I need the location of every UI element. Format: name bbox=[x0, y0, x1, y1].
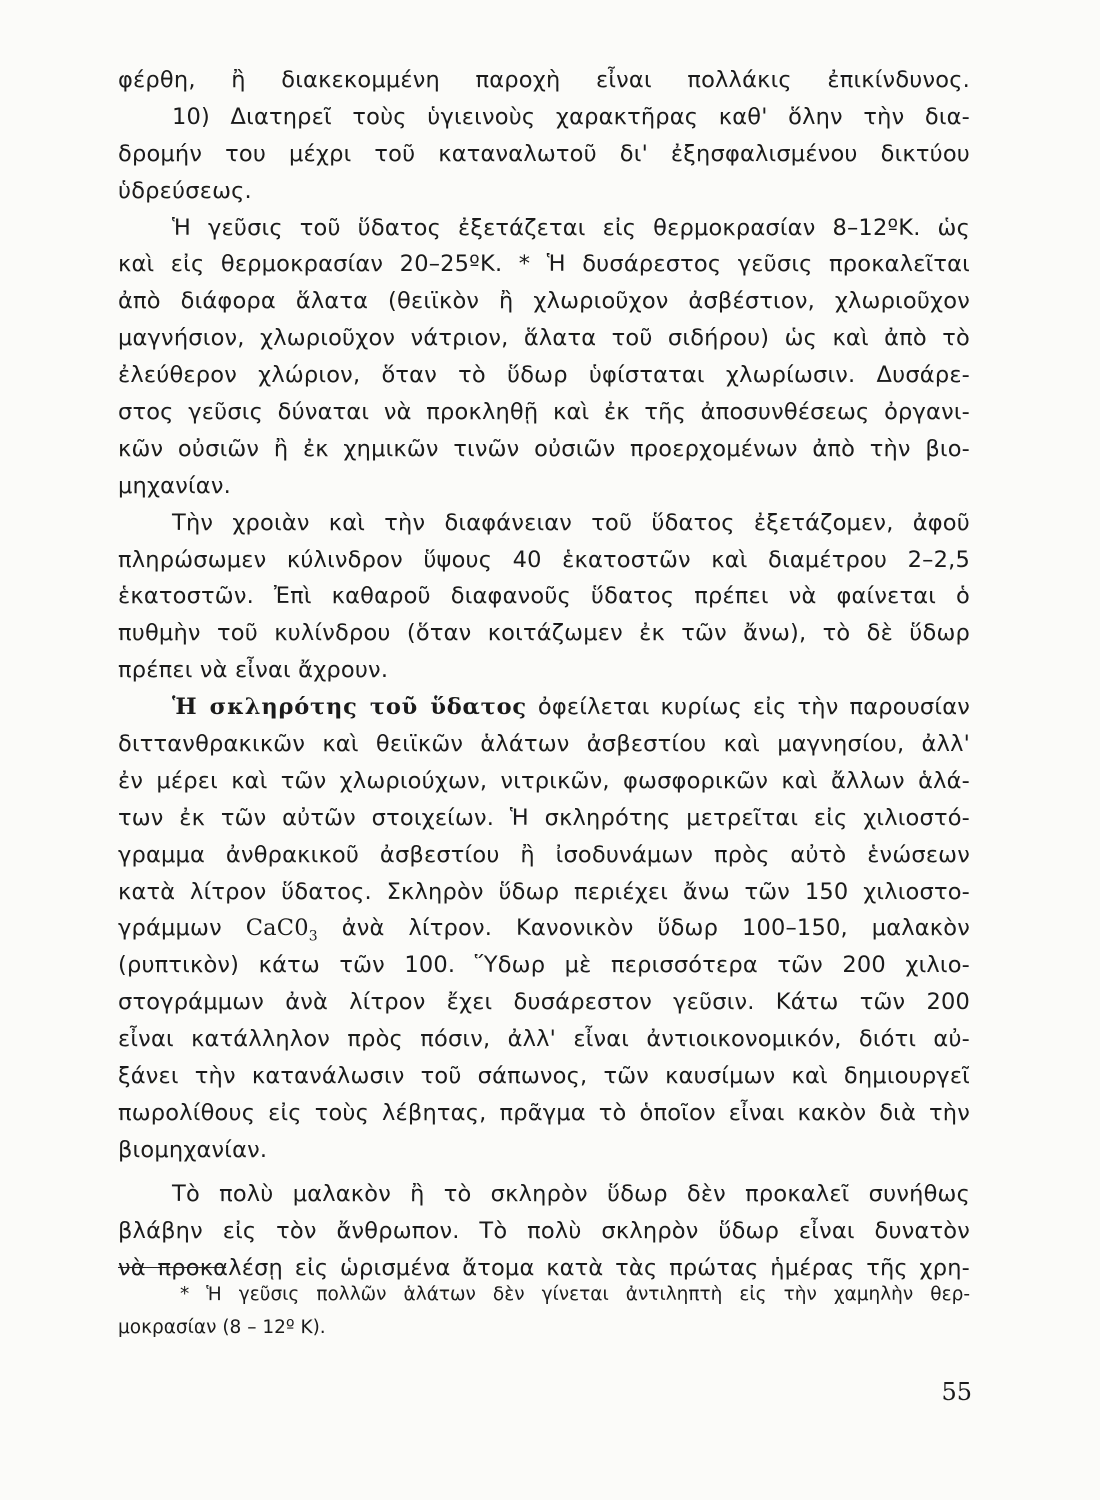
text-line: πρέπει νὰ εἶναι ἄχρουν. bbox=[118, 657, 389, 684]
text-line: μηχανίαν. bbox=[118, 472, 231, 499]
hardness-heading: Ἡ σκληρότης τοῦ ὕδατος bbox=[172, 694, 527, 721]
text-line: μαγνήσιον, χλωριοῦχον νάτριον, ἅλατα τοῦ σιδήρου) ὡς καὶ ἀπὸ τὸ bbox=[118, 325, 970, 352]
footnote-line: * Ἡ γεῦσις πολλῶν ἁλάτων δὲν γίνεται ἀντιληπτὴ εἰς τὴν χαμηλὴν θερ- bbox=[180, 1284, 970, 1305]
text-line: εἶναι κατάλληλον πρὸς πόσιν, ἀλλ' εἶναι ἀντιοικονομικόν, διότι αὐ- bbox=[118, 1026, 970, 1053]
text-line: γραμμα ἀνθρακικοῦ ἀσβεστίου ἢ ἰσοδυνάμων πρὸς αὐτὸ ἑνώσεων bbox=[118, 841, 970, 868]
text-segment: γράμμων bbox=[118, 915, 222, 942]
footnote-divider bbox=[118, 1267, 226, 1268]
text-line: πυθμὴν τοῦ κυλίνδρου (ὅταν κοιτάζωμεν ἐκ τῶν ἄνω), τὸ δὲ ὕδωρ bbox=[118, 620, 970, 647]
footnote-line: μοκρασίαν (8 – 12º Κ). bbox=[118, 1317, 326, 1338]
text-line: των ἐκ τῶν αὐτῶν στοιχείων. Ἡ σκληρότης μετρεῖται εἰς χιλιοστό- bbox=[118, 804, 970, 831]
text-line: δρομήν του μέχρι τοῦ καταναλωτοῦ δι' ἐξησφαλισμένου δικτύου bbox=[118, 140, 970, 167]
text-line: ὑδρεύσεως. bbox=[118, 177, 252, 204]
text-line: κῶν οὐσιῶν ἢ ἐκ χημικῶν τινῶν οὐσιῶν προερχομένων ἀπὸ τὴν βιο- bbox=[118, 435, 970, 462]
text-line: ἑκατοστῶν. Ἐπὶ καθαροῦ διαφανοῦς ὕδατος πρέπει νὰ φαίνεται ὁ bbox=[118, 583, 970, 610]
text-line: πωρολίθους εἰς τοὺς λέβητας, πρᾶγμα τὸ ὁποῖον εἶναι κακὸν διὰ τὴν bbox=[118, 1099, 970, 1126]
caco3-line bbox=[118, 910, 970, 947]
text-line: φέρθη, ἢ διακεκομμένη παροχὴ εἶναι πολλάκις ἐπικίνδυνος. bbox=[118, 67, 970, 93]
text-line: ξάνει τὴν κατανάλωσιν τοῦ σάπωνος, τῶν καυσίμων καὶ δημιουργεῖ bbox=[118, 1063, 970, 1090]
hardness-first-line bbox=[118, 689, 970, 726]
text-line: βλάβην εἰς τὸν ἄνθρωπον. Τὸ πολὺ σκληρὸν ὕδωρ εἶναι δυνατὸν bbox=[118, 1217, 970, 1244]
main-text bbox=[118, 62, 970, 1286]
text-line: Τὸ πολὺ μαλακὸν ἢ τὸ σκληρὸν ὕδωρ δὲν προκαλεῖ συνήθως bbox=[172, 1180, 970, 1207]
text-line: Τὴν χροιὰν καὶ τὴν διαφάνειαν τοῦ ὕδατος ἐξετάζομεν, ἀφοῦ bbox=[172, 509, 970, 536]
text-line: ἐλεύθερον χλώριον, ὅταν τὸ ὕδωρ ὑφίσταται χλωρίωσιν. Δυσάρε- bbox=[118, 362, 970, 389]
text-line: νὰ προκαλέσῃ εἰς ὡρισμένα ἄτομα κατὰ τὰς πρώτας ἡμέρας τῆς χρη- bbox=[118, 1254, 970, 1281]
text-line: βιομηχανίαν. bbox=[118, 1136, 268, 1163]
chemical-formula: $CaC0_3$ bbox=[245, 915, 318, 945]
text-line: στος γεῦσις δύναται νὰ προκληθῇ καὶ ἐκ τῆς ἀποσυνθέσεως ὀργανι- bbox=[118, 399, 970, 426]
text-segment: ἀνὰ λίτρον. Κανονικὸν ὕδωρ 100–150, μαλακὸν bbox=[341, 915, 971, 942]
text-line: 10) Διατηρεῖ τοὺς ὑγιεινοὺς χαρακτῆρας καθ' ὅλην τὴν δια- bbox=[172, 103, 970, 130]
footnote bbox=[118, 1278, 970, 1344]
text-line: κατὰ λίτρον ὕδατος. Σκληρὸν ὕδωρ περιέχει ἄνω τῶν 150 χιλιοστο- bbox=[118, 878, 970, 905]
text-line: πληρώσωμεν κύλινδρον ὕψους 40 ἑκατοστῶν καὶ διαμέτρου 2–2,5 bbox=[118, 546, 970, 573]
text-line: ἀπὸ διάφορα ἅλατα (θειϊκὸν ἢ χλωριοῦχον ἀσβέστιον, χλωριοῦχον bbox=[118, 288, 970, 315]
text-line: Ἡ γεῦσις τοῦ ὕδατος ἐξετάζεται εἰς θερμοκρασίαν 8–12ºΚ. ὡς bbox=[172, 214, 970, 241]
text-line: διττανθρακικῶν καὶ θειϊκῶν ἁλάτων ἀσβεστίου καὶ μαγνησίου, ἀλλ' bbox=[118, 731, 970, 758]
text-line: στογράμμων ἀνὰ λίτρον ἔχει δυσάρεστον γεῦσιν. Κάτω τῶν 200 bbox=[118, 989, 970, 1016]
text-line-rest: ὀφείλεται κυρίως εἰς τὴν παρουσίαν bbox=[537, 694, 971, 721]
text-line: καὶ εἰς θερμοκρασίαν 20–25ºΚ. * Ἡ δυσάρεστος γεῦσις προκαλεῖται bbox=[118, 251, 970, 278]
text-line: (ρυπτικὸν) κάτω τῶν 100. Ὕδωρ μὲ περισσότερα τῶν 200 χιλιο- bbox=[118, 952, 970, 979]
text-line: ἐν μέρει καὶ τῶν χλωριούχων, νιτρικῶν, φωσφορικῶν καὶ ἄλλων ἁλά- bbox=[118, 767, 970, 794]
page-number: 55 bbox=[941, 1378, 972, 1406]
